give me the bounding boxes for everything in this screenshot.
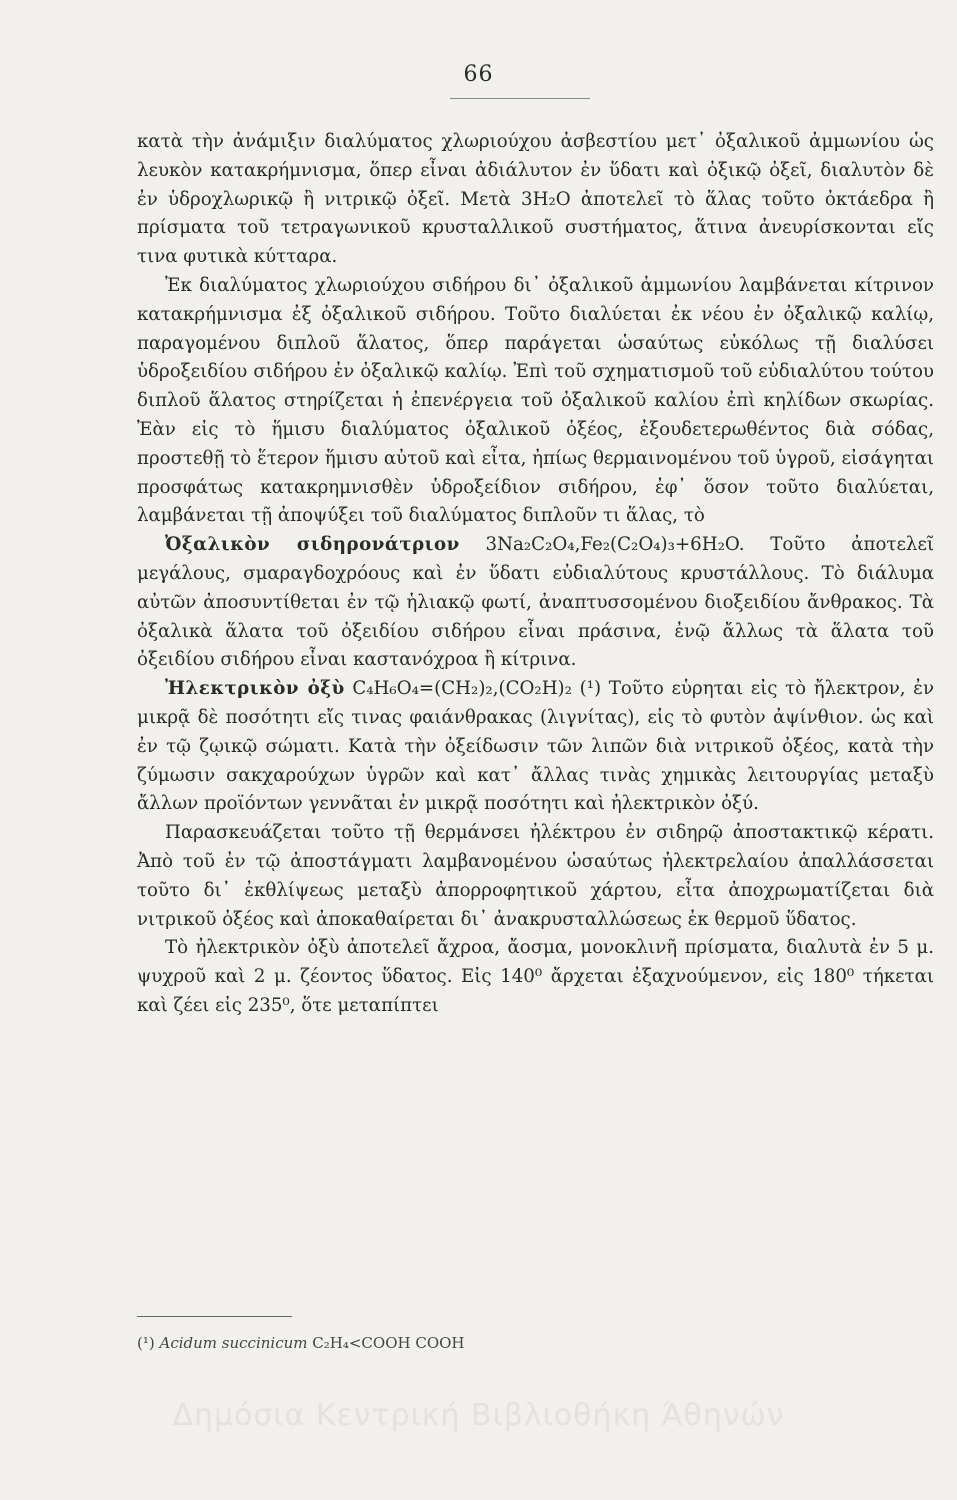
paragraph-4-text: C₄H₆O₄=(CH₂)₂,(CO₂H)₂ (¹) Τοῦτο εὑρηται εἰς τὸ ἤλεκτρον, ἐν μικρᾷ δὲ ποσότητι εἴς τινας φαιάνθρακας (λιγνίτας), εἰς τὸ φυτὸν ἀψίνθιον. ὡς καὶ ἐν τῷ ζῳικῷ σώματι. Κατὰ τὴν ὀξείδωσιν τῶν λιπῶν διὰ νιτρικοῦ ὀξέος, κατὰ τὴν ζύμωσιν σακχαρούχων ὑγρῶν καὶ κατ᾽ ἄλλας τινὰς χημικὰς λειτουργίας μεταξὺ ἄλλων προϊόντων γεννᾶται ἐν μικρᾷ ποσότητι καὶ ἠλεκτρικὸν ὀξύ. <box>137 678 934 815</box>
paragraph-3 <box>137 531 934 675</box>
paragraph-5-text: Παρασκευάζεται τοῦτο τῇ θερμάνσει ἠλέκτρου ἐν σιδηρῷ ἀποστακτικῷ κέρατι. Ἀπὸ τοῦ ἐν τῷ ἀποστάγματι λαμβανομένου ὡσαύτως ἠλεκτρελαίου ἀπαλλάσσεται τοῦτο δι᾽ ἐκθλίψεως μεταξὺ ἀπορροφητικοῦ χάρτου, εἶτα ἀποχρωματίζεται διὰ νιτρικοῦ ὀξέος καὶ ἀποκαθαίρεται δι᾽ ἀνακρυσταλλώσεως ἐκ θερμοῦ ὕδατος. <box>137 822 934 930</box>
page-number: 66 <box>463 62 494 87</box>
body-text <box>137 128 934 1021</box>
paragraph-6-text: Τὸ ἠλεκτρικὸν ὀξὺ ἀποτελεῖ ἄχροα, ἄοσμα, μονοκλινῆ πρίσματα, διαλυτὰ ἐν 5 μ. ψυχροῦ καὶ 2 μ. ζέοντος ὕδατος. Εἰς 140⁰ ἄρχεται ἐξαχνούμενον, εἰς 180⁰ τήκεται καὶ ζέει εἰς 235⁰, ὅτε μεταπίπτει <box>137 937 934 1016</box>
term-oxalic-iron-sodium: Ὀξαλικὸν σιδηρονάτριον <box>165 534 460 556</box>
footnote-text: Acidum succinicum <box>159 1334 308 1352</box>
library-watermark: Δημόσια Κεντρική Βιβλιοθήκη Άθηνών <box>172 1398 785 1433</box>
paragraph-6 <box>137 934 934 1020</box>
footnote-formula: C₂H₄<COOH COOH <box>312 1334 465 1352</box>
paragraph-5 <box>137 819 934 934</box>
footnote-marker: (¹) <box>137 1334 155 1352</box>
footnote <box>137 1332 934 1354</box>
paragraph-2 <box>137 272 934 531</box>
paragraph-2-text: Ἐκ διαλύματος χλωριούχου σιδήρου δι᾽ ὀξαλικοῦ ἀμμωνίου λαμβάνεται κίτρινον κατακρήμνισμα ἐξ ὀξαλικοῦ σιδήρου. Τοῦτο διαλύεται ἐκ νέου ἐν ὀξαλικῷ καλίῳ, παραγομένου διπλοῦ ἅλατος, ὅπερ παράγεται ὡσαύτως εὐκόλως τῇ διαλύσει ὑδροξειδίου σιδήρου ἐν ὀξαλικῷ καλίῳ. Ἐπὶ τοῦ σχηματισμοῦ τοῦ εὐδιαλύτου τούτου διπλοῦ ἅλατος στηρίζεται ἡ ἐπενέργεια τοῦ ὀξαλικοῦ καλίου ἐπὶ κηλίδων σκωρίας. Ἐὰν εἰς τὸ ἥμισυ διαλύματος ὀξαλικοῦ ὀξέος, ἐξουδετερωθέντος διὰ σόδας, προστεθῇ τὸ ἕτερον ἥμισυ αὐτοῦ καὶ εἶτα, ἠπίως θερμαινομένου τοῦ ὑγροῦ, εἰσάγηται προσφάτως κατακρημνισθὲν ὑδροξείδιον σιδήρου, ἐφ᾽ ὅσον τοῦτο διαλύεται, λαμβάνεται τῇ ἀποψύξει τοῦ διαλύματος διπλοῦν τι ἅλας, τὸ <box>137 274 934 527</box>
header-rule <box>450 98 590 99</box>
paragraph-1 <box>137 128 934 272</box>
paragraph-1-text: κατὰ τὴν ἀνάμιξιν διαλύματος χλωριούχου ἀσβεστίου μετ᾽ ὀξαλικοῦ ἀμμωνίου ὡς λευκὸν κατακρήμνισμα, ὅπερ εἶναι ἀδιάλυτον ἐν ὕδατι καὶ ὀξικῷ ὀξεῖ, διαλυτὸν δὲ ἐν ὑδροχλωρικῷ ἢ νιτρικῷ ὀξεῖ. Μετὰ 3H₂O ἀποτελεῖ τὸ ἅλας τοῦτο ὀκτάεδρα ἢ πρίσματα τοῦ τετραγωνικοῦ κρυσταλλικοῦ συστήματος, ἅτινα ἀνευρίσκονται εἴς τινα φυτικὰ κύτταρα. <box>137 131 934 268</box>
term-succinic-acid: Ἠλεκτρικὸν ὀξὺ <box>165 678 345 700</box>
footnote-rule <box>137 1316 292 1317</box>
paragraph-3-text: 3Na₂C₂O₄,Fe₂(C₂O₄)₃+6H₂O. Τοῦτο ἀποτελεῖ μεγάλους, σμαραγδοχρόους καὶ ἐν ὕδατι εὐδιαλύτους κρυστάλλους. Τὸ διάλυμα αὐτῶν ἀποσυντίθεται ἐν τῷ ἡλιακῷ φωτί, ἀναπτυσσομένου διοξειδίου ἄνθρακος. Τὰ ὀξαλικὰ ἅλατα τοῦ ὀξειδίου σιδήρου εἶναι πράσινα, ἐνῷ ἄλλως τὰ ἅλατα τοῦ ὀξειδίου σιδήρου εἶναι καστανόχροα ἢ κίτρινα. <box>137 534 935 671</box>
paragraph-4 <box>137 675 934 819</box>
